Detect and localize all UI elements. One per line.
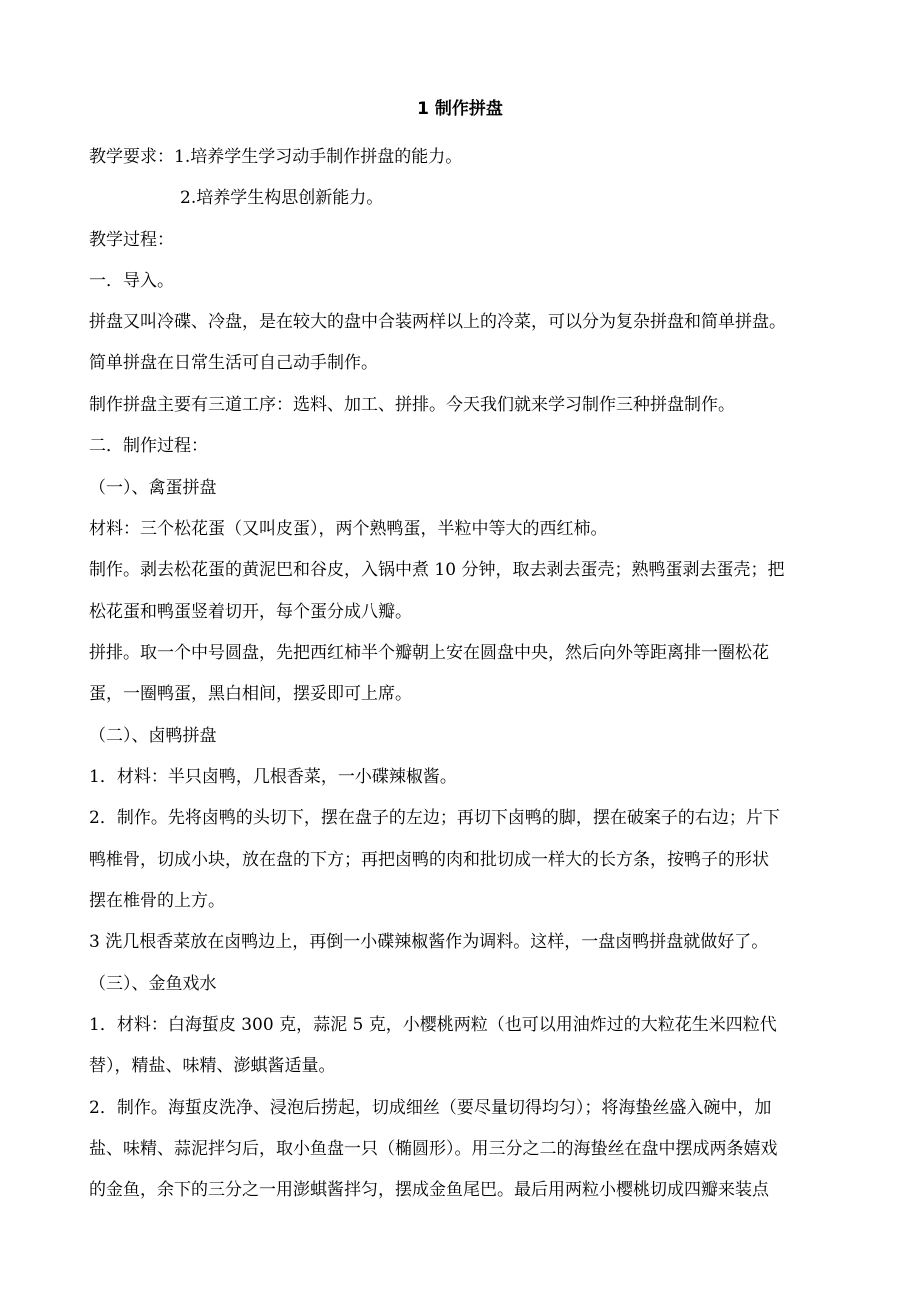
text-line: 简单拼盘在日常生活可自己动手制作。	[89, 353, 378, 373]
text-line: 摆在椎骨的上方。	[89, 891, 225, 911]
section-heading: 一．导入。	[89, 271, 174, 291]
text-line: 鸭椎骨，切成小块，放在盘的下方；再把卤鸭的肉和批切成一样大的长方条，按鸭子的形状	[89, 850, 769, 870]
text-line: 3 洗几根香菜放在卤鸭边上，再倒一小碟辣椒酱作为调料。这样，一盘卤鸭拼盘就做好了。	[89, 932, 769, 952]
subsection-heading: （三）、金鱼戏水	[89, 974, 217, 994]
text-line: 替），精盐、味精、澎蜞酱适量。	[89, 1056, 336, 1076]
text-line: 2．制作。海蜇皮洗净、浸泡后捞起，切成细丝（要尽量切得均匀）；将海蛰丝盛入碗中，加	[89, 1098, 772, 1118]
text-line: 1．材料：白海蜇皮 300 克，蒜泥 5 克，小樱桃两粒（也可以用油炸过的大粒花生米四粒代	[89, 1015, 777, 1035]
text-line: 拼盘又叫冷碟、冷盘，是在较大的盘中合装两样以上的冷菜，可以分为复杂拼盘和简单拼盘。	[89, 312, 786, 332]
text-line: 的金鱼，余下的三分之一用澎蜞酱拌匀，摆成金鱼尾巴。最后用两粒小樱桃切成四瓣来装点	[89, 1180, 769, 1200]
text-line: 松花蛋和鸭蛋竖着切开，每个蛋分成八瓣。	[89, 602, 412, 622]
subsection-heading: （二）、卤鸭拼盘	[89, 726, 217, 746]
text-line: 教学过程：	[89, 230, 174, 250]
text-line: 2.培养学生构思创新能力。	[180, 188, 384, 208]
text-line: 制作拼盘主要有三道工序：选料、加工、拼排。今天我们就来学习制作三种拼盘制作。	[89, 395, 735, 415]
page-title: 1 制作拼盘	[417, 99, 503, 119]
text-line: 2．制作。先将卤鸭的头切下，摆在盘子的左边；再切下卤鸭的脚，摆在破案子的右边；片下	[89, 808, 780, 828]
subsection-heading: （一）、禽蛋拼盘	[89, 478, 217, 498]
text-line: 蛋，一圈鸭蛋，黑白相间，摆妥即可上席。	[89, 684, 412, 704]
section-heading: 二．制作过程：	[89, 436, 208, 456]
text-line: 1．材料：半只卤鸭，几根香菜，一小碟辣椒酱。	[89, 767, 457, 787]
text-line: 材料：三个松花蛋（又叫皮蛋），两个熟鸭蛋，半粒中等大的西红柿。	[89, 519, 608, 539]
text-line: 拼排。取一个中号圆盘，先把西红柿半个瓣朝上安在圆盘中央，然后向外等距离排一圈松花	[89, 643, 769, 663]
text-line: 制作。剥去松花蛋的黄泥巴和谷皮，入锅中煮 10 分钟，取去剥去蛋壳；熟鸭蛋剥去蛋壳；把	[89, 560, 785, 580]
text-line: 教学要求：1.培养学生学习动手制作拼盘的能力。	[89, 147, 463, 167]
text-line: 盐、味精、蒜泥拌匀后，取小鱼盘一只（椭圆形）。用三分之二的海蛰丝在盘中摆成两条嬉戏	[89, 1139, 778, 1159]
